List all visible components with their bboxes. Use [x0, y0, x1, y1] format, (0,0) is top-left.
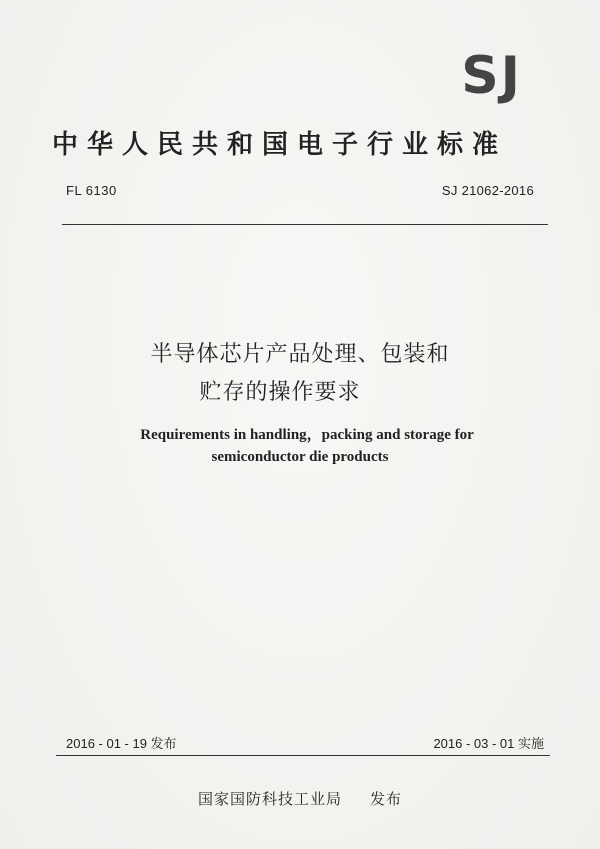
organization-title: 中华人民共和国电子行业标准	[52, 130, 508, 160]
english-title	[0, 424, 600, 468]
chinese-title-line-2: 贮存的操作要求	[199, 380, 361, 405]
english-title-line-2: semiconductor die products	[211, 449, 389, 465]
chinese-title-line-1: 半导体芯片产品处理、包装和	[150, 342, 450, 367]
english-title-line-1: Requirements in handling，packing and storage for	[140, 427, 474, 443]
issue-date: 2016 - 01 - 19 发布	[66, 736, 177, 751]
classification-code: FL 6130	[66, 183, 117, 198]
issuer-action: 发布	[370, 790, 403, 808]
standard-number: SJ 21062-2016	[441, 183, 534, 198]
header-divider	[62, 224, 548, 225]
standard-logo: SJ	[461, 46, 522, 106]
issuer-name: 国家国防科技工业局	[197, 790, 342, 808]
chinese-title	[0, 336, 600, 412]
implementation-date: 2016 - 03 - 01 实施	[433, 736, 544, 751]
footer-divider	[56, 755, 550, 756]
issuer	[0, 788, 600, 809]
